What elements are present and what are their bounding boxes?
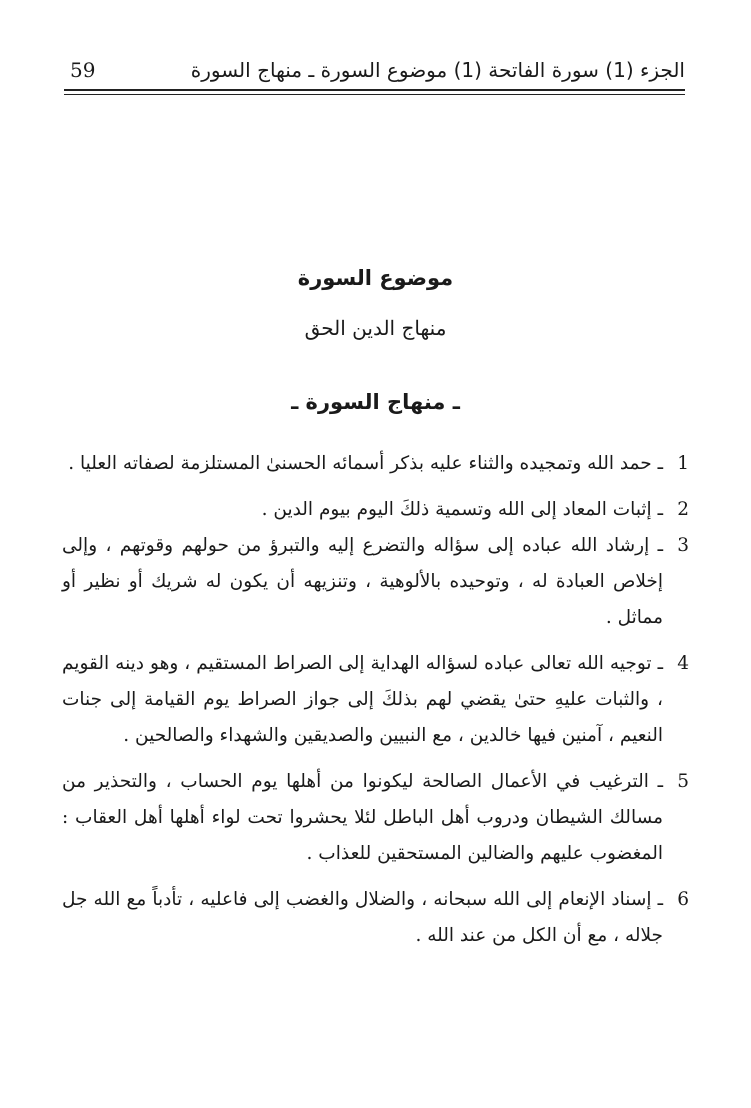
item-text: ـ الترغيب في الأعمال الصالحة ليكونوا من أهلها يوم الحساب ، والتحذير من مسالك الشيطان ودروب أهل الباطل لئلا يحشروا تحت لواء أهلها أهل العقاب : المغضوب عليهم والضالين المستحقين للعذاب . [62,771,663,864]
section-subheading: ـ منهاج السورة ـ [291,390,460,414]
item-text: ـ توجيه الله تعالى عباده لسؤاله الهداية إلى الصراط المستقيم ، وهو دينه القويم ، والثبات عليهِ حتىٰ يقضي لهم بذلكَ إلى جواز الصراط يوم القيامة إلى جنات النعيم ، آمنين فيها خالدين ، مع النبيين والصديقين والشهداء والصالحين . [62,653,663,746]
header-rule-thin [64,94,685,95]
list-item [62,492,689,528]
section-subtitle: منهاج الدين الحق [304,316,447,340]
item-text: ـ حمد الله وتمجيده والثناء عليه بذكر أسمائه الحسنىٰ المستلزمة لصفاته العليا . [68,453,663,474]
item-number: 6 [677,889,689,910]
item-number: 2 [677,499,689,520]
list-item [62,446,689,482]
page-number: 59 [70,58,96,82]
item-text: ـ إسناد الإنعام إلى الله سبحانه ، والضلال والغضب إلى فاعليه ، تأدباً مع الله جل جلاله ، مع أن الكل من عند الله . [62,889,663,946]
item-text: ـ إثبات المعاد إلى الله وتسمية ذلكَ اليوم بيوم الدين . [261,499,663,520]
list-item [62,528,689,636]
running-head: الجزء (1) سورة الفاتحة (1) موضوع السورة ـ منهاج السورة [190,58,685,82]
list-item [62,882,689,954]
item-number: 4 [677,653,689,674]
header-rule-thick [64,89,685,91]
points-list [62,446,689,954]
item-number: 3 [677,535,689,556]
item-number: 5 [677,771,689,792]
item-number: 1 [677,453,689,474]
item-text: ـ إرشاد الله عباده إلى سؤاله والتضرع إليه والتبرؤ من حولهم وقوتهم ، وإلى إخلاص العبادة له ، وتوحيده بالألوهية ، وتنزيهه أن يكون له شريك أو نظير أو مماثل . [62,535,663,628]
section-title: موضوع السورة [297,266,454,290]
list-item [62,646,689,754]
list-item [62,764,689,872]
page-header [64,52,685,92]
